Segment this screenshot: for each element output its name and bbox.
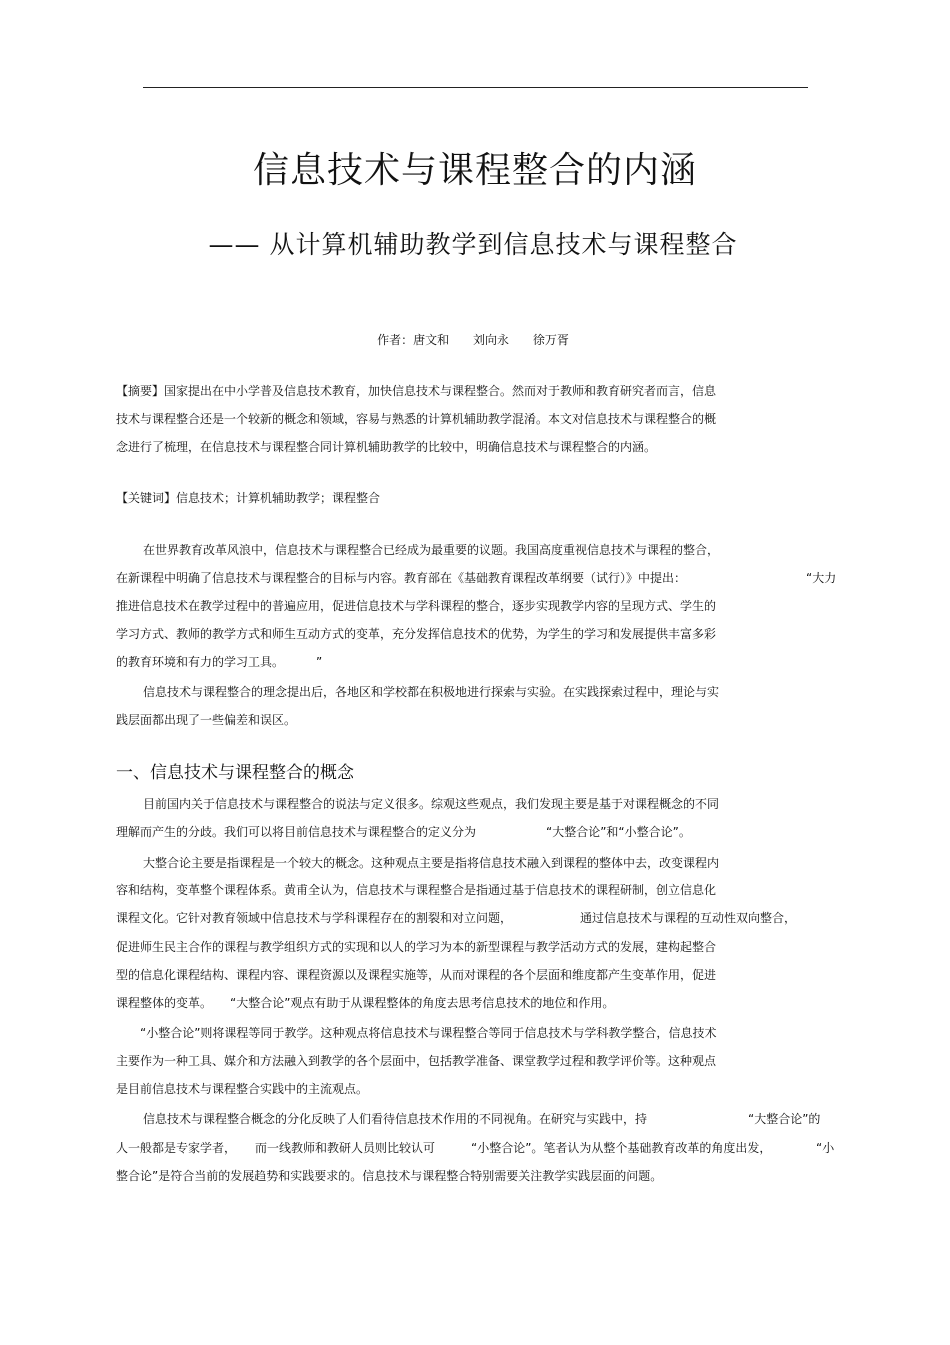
abstract-line-2: 技术与课程整合还是一个较新的概念和领域，容易与熟悉的计算机辅助教学混淆。本文对信息技术与课程整合的概 <box>116 412 717 426</box>
section-line-12: 信息技术与课程整合概念的分化反映了人们看待信息技术作用的不同视角。在研究与实践中，持 <box>143 1112 648 1126</box>
section-line-3: 大整合论主要是指课程是一个较大的概念。这种观点主要是指将信息技术融入到课程的整体中去，改变课程内 <box>143 856 720 870</box>
author-2: 刘向永 <box>472 333 509 347</box>
section-frag-chi-de: “大整合论”的 <box>748 1112 821 1126</box>
section-line-10: 主要作为一种工具、媒介和方法融入到教学的各个层面中，包括教学准备、课堂教学过程和教学评价等。这种观点 <box>116 1054 717 1068</box>
intro-line-4: 学习方式、教师的教学方式和师生互动方式的变革，充分发挥信息技术的优势，为学生的学习和发展提供丰富多彩 <box>116 627 717 641</box>
intro-line-1: 在世界教育改革风浪中，信息技术与课程整合已经成为最重要的议题。我国高度重视信息技术与课程的整合， <box>143 543 720 557</box>
author-line <box>0 330 948 350</box>
section-line-4: 容和结构，变革整个课程体系。黄甫全认为，信息技术与课程整合是指通过基于信息技术的课程研制，创立信息化 <box>116 883 717 897</box>
section-frag-two-theories: “大整合论”和“小整合论”。 <box>546 825 691 839</box>
section-frag-tongguo: 通过信息技术与课程的互动性双向整合， <box>580 911 797 925</box>
section-line-8: 课程整体的变革。 <box>116 996 213 1010</box>
section-frag-frontline: 而一线教师和教研人员则比较认可 <box>255 1141 436 1155</box>
section-line-9: “小整合论”则将课程等同于教学。这种观点将信息技术与课程整合等同于信息技术与学科教学整合，信息技术 <box>140 1026 717 1040</box>
section-line-6: 促进师生民主合作的课程与教学组织方式的实现和以人的学习为本的新型课程与教学活动方式的发展，建构起整合 <box>116 940 717 954</box>
section-line-5: 课程文化。它针对教育领域中信息技术与学科课程存在的割裂和对立问题， <box>116 911 513 925</box>
intro-line-6: 信息技术与课程整合的理念提出后，各地区和学校都在积极地进行探索与实验。在实践探索过程中，理论与实 <box>143 685 720 699</box>
keywords: 【关键词】信息技术；计算机辅助教学；课程整合 <box>116 491 381 505</box>
author-3: 徐万胥 <box>532 333 569 347</box>
section-line-7: 型的信息化课程结构、课程内容、课程资源以及课程实施等，从而对课程的各个层面和维度都产生变革作用，促进 <box>116 968 717 982</box>
section-frag-xiao-open: “小 <box>816 1141 835 1155</box>
page-title: 信息技术与课程整合的内涵 <box>252 150 697 191</box>
intro-frag-dali: “大力 <box>806 571 837 585</box>
header-rule <box>143 87 808 88</box>
intro-line-3: 推进信息技术在教学过程中的普遍应用，促进信息技术与学科课程的整合，逐步实现教学内容的呈现方式、学生的 <box>116 599 717 613</box>
intro-line-7: 践层面都出现了一些偏差和误区。 <box>116 713 297 727</box>
abstract-line-1: 【摘要】国家提出在中小学普及信息技术教育，加快信息技术与课程整合。然而对于教师和教育研究者而言，信息 <box>116 384 717 398</box>
section-line-14: 整合论”是符合当前的发展趋势和实践要求的。信息技术与课程整合特别需要关注教学实践层面的问题。 <box>116 1169 663 1183</box>
intro-line-2: 在新课程中明确了信息技术与课程整合的目标与内容。教育部在《基础教育课程改革纲要（试行）》中提出： <box>116 571 687 585</box>
page-subtitle: —— 从计算机辅助教学到信息技术与课程整合 <box>208 230 738 259</box>
author-1: 作者：唐文和 <box>377 333 450 347</box>
section-line-1: 目前国内关于信息技术与课程整合的说法与定义很多。综观这些观点，我们发现主要是基于对课程概念的不同 <box>143 797 720 811</box>
intro-frag-close-quote: ” <box>316 655 323 669</box>
section-frag-dazhenghe-view: “大整合论”观点有助于从课程整体的角度去思考信息技术的地位和作用。 <box>230 996 615 1010</box>
section-line-11: 是目前信息技术与课程整合实践中的主流观点。 <box>116 1082 369 1096</box>
section-line-2: 理解而产生的分歧。我们可以将目前信息技术与课程整合的定义分为 <box>116 825 477 839</box>
abstract-line-3: 念进行了梳理，在信息技术与课程整合同计算机辅助教学的比较中，明确信息技术与课程整合的内涵。 <box>116 440 657 454</box>
section-frag-xiao-bijie: “小整合论”。笔者认为从整个基础教育改革的角度出发， <box>471 1141 772 1155</box>
section-line-13: 人一般都是专家学者， <box>116 1141 237 1155</box>
intro-line-5: 的教育环境和有力的学习工具。 <box>116 655 285 669</box>
section-heading: 一、信息技术与课程整合的概念 <box>116 763 354 783</box>
